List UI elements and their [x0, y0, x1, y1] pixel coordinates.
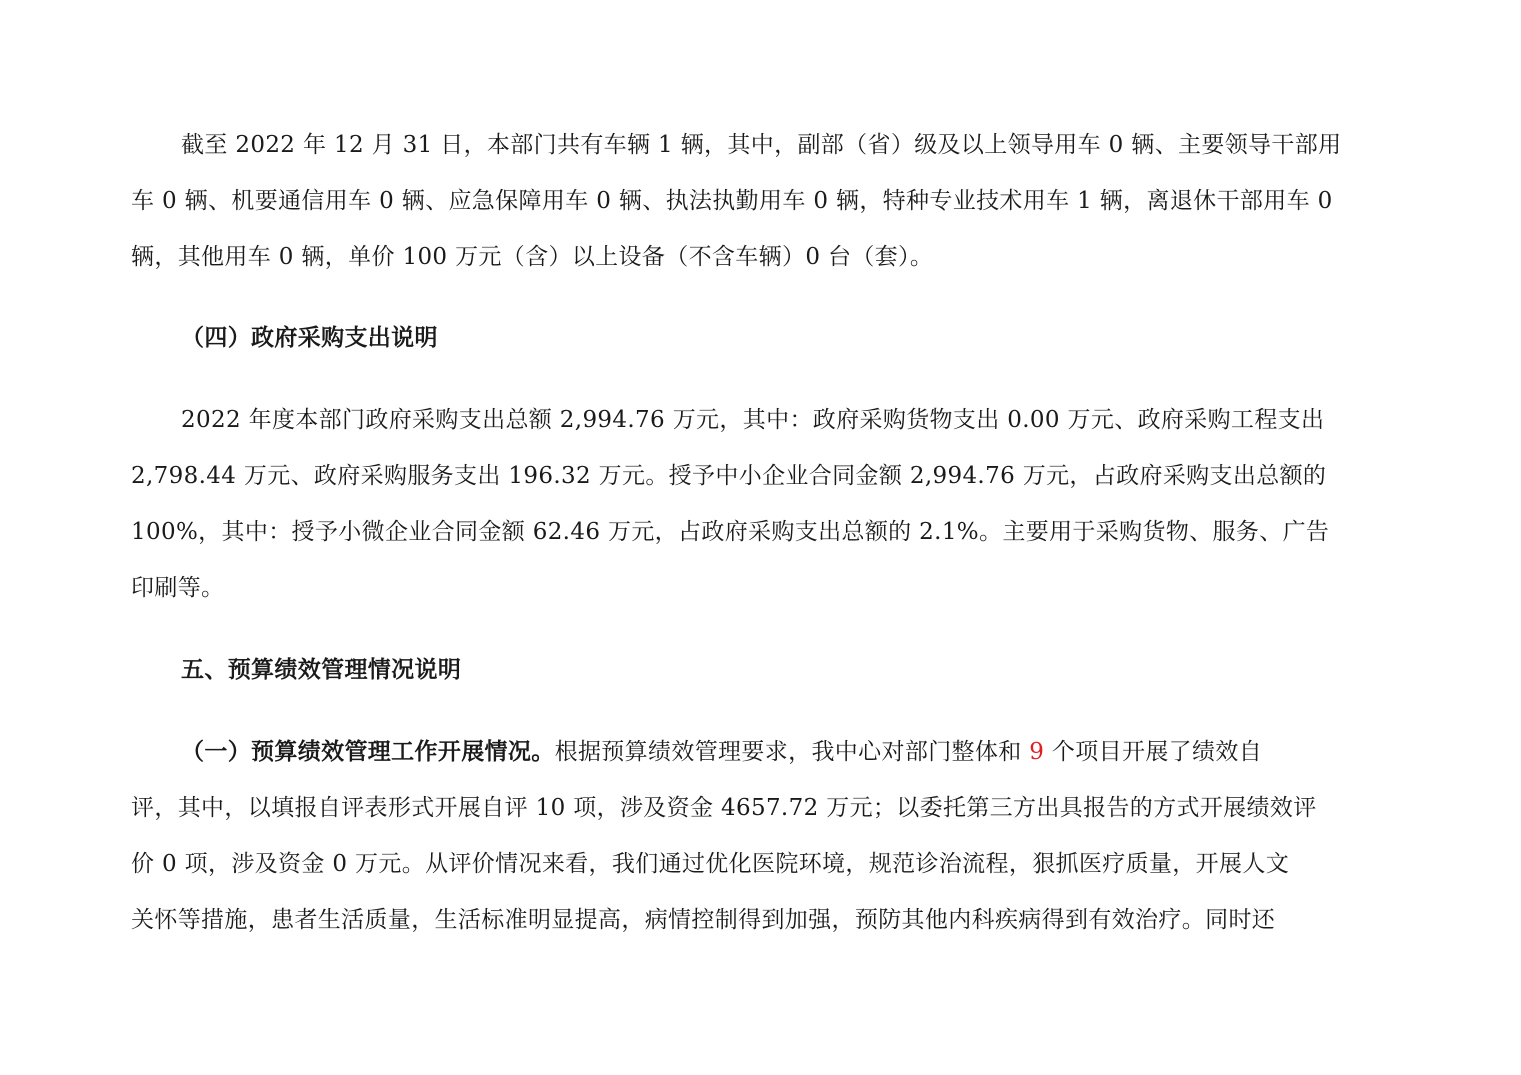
performance-paragraph-line-1 — [181, 737, 1262, 767]
performance-text-a: 根据预算绩效管理要求，我中心对部门整体和 — [554, 739, 1030, 765]
performance-heading: 五、预算绩效管理情况说明 — [181, 656, 462, 683]
procurement-paragraph-line-4: 印刷等。 — [131, 575, 225, 601]
vehicle-paragraph-line-1: 截至 2022 年 12 月 31 日，本部门共有车辆 1 辆，其中，副部（省）级及以上领导用车 0 辆、主要领导干部用 — [181, 132, 1342, 158]
procurement-paragraph-line-2: 2,798.44 万元、政府采购服务支出 196.32 万元。授予中小企业合同金额 2,994.76 万元，占政府采购支出总额的 — [131, 463, 1327, 489]
performance-paragraph-line-3: 价 0 项，涉及资金 0 万元。从评价情况来看，我们通过优化医院环境，规范诊治流程，狠抓医疗质量，开展人文 — [131, 851, 1290, 877]
project-count: 9 — [1029, 739, 1045, 765]
procurement-paragraph-line-1: 2022 年度本部门政府采购支出总额 2,994.76 万元，其中：政府采购货物支出 0.00 万元、政府采购工程支出 — [181, 407, 1325, 433]
procurement-paragraph-line-3: 100%，其中：授予小微企业合同金额 62.46 万元，占政府采购支出总额的 2.1%。主要用于采购货物、服务、广告 — [131, 519, 1330, 545]
performance-subheading: （一）预算绩效管理工作开展情况。 — [181, 738, 555, 765]
performance-text-b: 个项目开展了绩效自 — [1044, 739, 1263, 765]
vehicle-paragraph-line-2: 车 0 辆、机要通信用车 0 辆、应急保障用车 0 辆、执法执勤用车 0 辆，特种专业技术用车 1 辆，离退休干部用车 0 — [131, 188, 1333, 214]
performance-paragraph-line-4: 关怀等措施，患者生活质量，生活标准明显提高，病情控制得到加强，预防其他内科疾病得到有效治疗。同时还 — [131, 907, 1276, 933]
procurement-heading: （四）政府采购支出说明 — [181, 324, 438, 351]
vehicle-paragraph-line-3: 辆，其他用车 0 辆，单价 100 万元（含）以上设备（不含车辆）0 台（套）。 — [131, 244, 934, 270]
performance-paragraph-line-2: 评，其中，以填报自评表形式开展自评 10 项，涉及资金 4657.72 万元；以委托第三方出具报告的方式开展绩效评 — [131, 795, 1317, 821]
